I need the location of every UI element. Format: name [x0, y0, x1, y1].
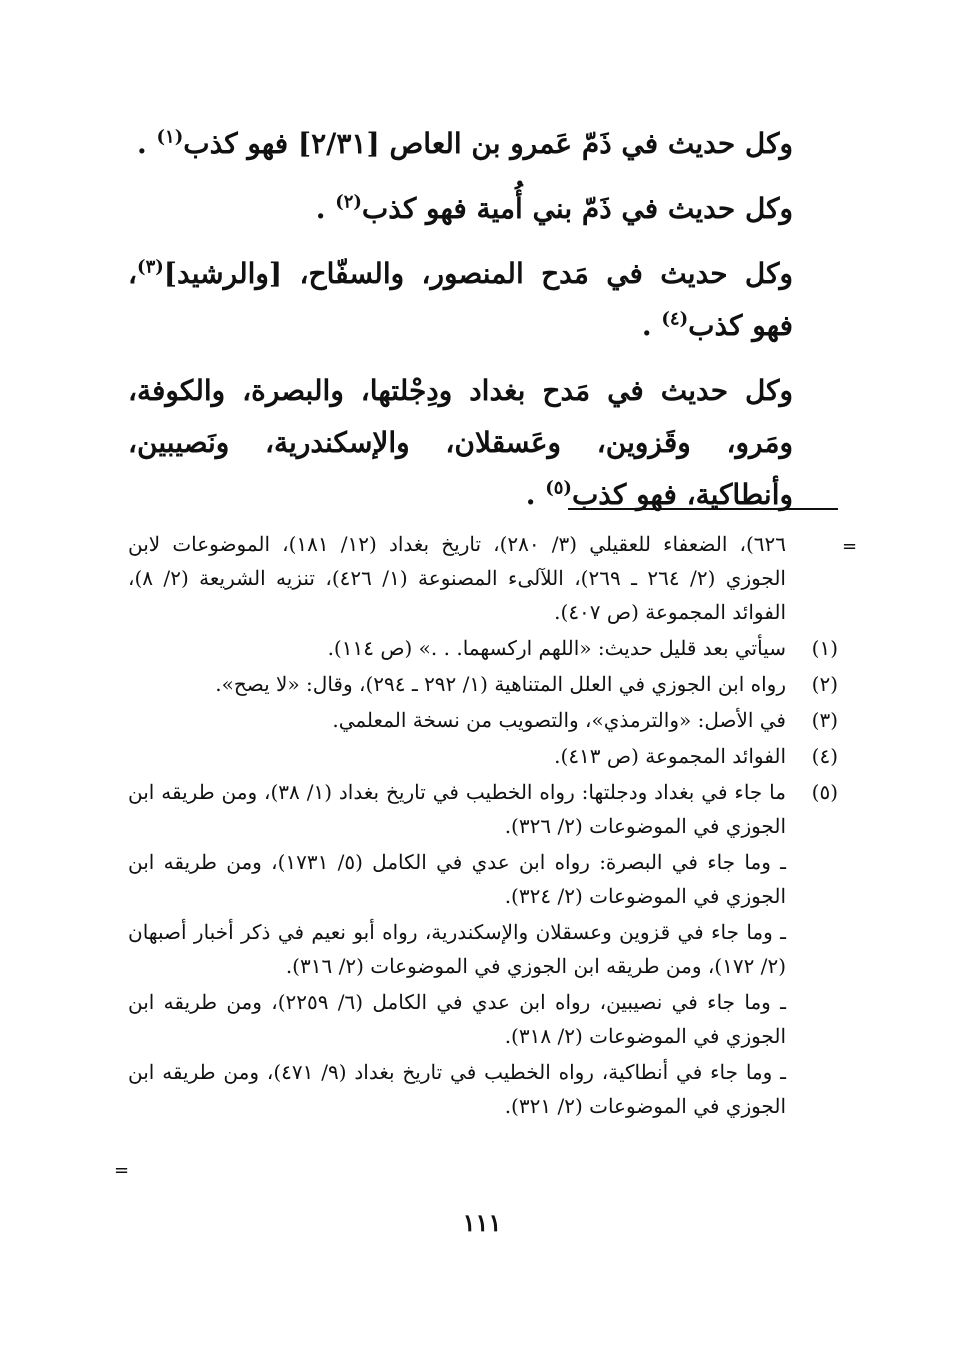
footnote-ref: (٣) — [137, 256, 164, 278]
paragraph-text: وكل حديث في ذَمّ عَمرو بن العاص [٢/٣١] فهو كذب — [183, 127, 793, 160]
footnote-5-antakya — [128, 1055, 838, 1123]
footnote-text: ـ وما جاء في أنطاكية، رواه الخطيب في تاريخ بغداد (٩/ ٤٧١)، ومن طريقه ابن الجوزي في الموضوعات (٢/ ٣٢١). — [128, 1060, 786, 1118]
footnote-text: ـ وما جاء في البصرة: رواه ابن عدي في الكامل (٥/ ١٧٣١)، ومن طريقه ابن الجوزي في الموضوعات (٢/ ٣٢٤). — [128, 850, 786, 908]
paragraph-amr-ibn-al-as — [128, 118, 793, 170]
paragraph-end: . — [315, 192, 336, 225]
footnote-text: رواه ابن الجوزي في العلل المتناهية (١/ ٢٩٢ ـ ٢٩٤)، وقال: «لا يصح». — [215, 672, 786, 696]
footnote-number: (٣) — [811, 708, 838, 732]
footnote-5-qazwin — [128, 915, 838, 983]
footnote-number: (٤) — [811, 744, 838, 768]
paragraph-mansur — [128, 248, 793, 352]
continues-marker: = — [114, 1160, 130, 1181]
footnote-ref: (٥) — [545, 477, 572, 499]
footnote-separator — [568, 508, 838, 510]
paragraph-text: وكل حديث في مَدح بغداد ودِجْلتها، والبصرة، والكوفة، ومَرو، وقَزوين، وعَسقلان، والإسكندرية، ونَصيبين، وأنطاكية، فهو كذب — [128, 374, 793, 511]
footnote-ref: (٢) — [335, 191, 362, 213]
footnote-5 — [128, 775, 838, 843]
footnote-text: سيأتي بعد قليل حديث: «اللهم اركسهما. . .» (ص ١١٤). — [327, 636, 786, 660]
footnote-5-nusaybin — [128, 985, 838, 1053]
main-text — [128, 118, 793, 534]
page-number: ١١١ — [462, 1208, 502, 1237]
paragraph-text: وكل حديث في مَدح المنصور، والسفّاح، [والرشيد] — [163, 257, 793, 290]
footnote-ref: (٤) — [661, 308, 689, 330]
footnote-ref: (١) — [156, 126, 184, 148]
footnote-text: ٦٢٦)، الضعفاء للعقيلي (٣/ ٢٨٠)، تاريخ بغداد (١٢/ ١٨١)، الموضوعات لابن الجوزي (٢/ ٢٦٤ ـ ٢٦٩)، اللآلىء المصنوعة (١/ ٤٢٦)، تنزيه الشريعة (٢/ ٨)، الفوائد المجموعة (ص ٤٠٧). — [128, 532, 787, 624]
paragraph-text-cont: ، فهو كذب — [128, 257, 793, 342]
footnote-number: (١) — [811, 636, 838, 660]
footnote-continued — [128, 527, 838, 629]
footnote-number: (٢) — [811, 672, 838, 696]
footnotes — [128, 527, 838, 1125]
footnote-text: ـ وما جاء في قزوين وعسقلان والإسكندرية، رواه أبو نعيم في ذكر أخبار أصبهان (٢/ ١٧٢)، ومن طريقه ابن الجوزي في الموضوعات (٢/ ٣١٦). — [128, 920, 786, 978]
footnote-1 — [128, 631, 838, 665]
footnote-text: ما جاء في بغداد ودجلتها: رواه الخطيب في تاريخ بغداد (١/ ٣٨)، ومن طريقه ابن الجوزي في الموضوعات (٢/ ٣٢٦). — [128, 780, 786, 838]
footnote-3 — [128, 703, 838, 737]
footnote-text: الفوائد المجموعة (ص ٤١٣). — [554, 744, 786, 768]
continued-marker: = — [842, 536, 858, 557]
footnote-number: (٥) — [811, 780, 838, 804]
footnote-5-basra — [128, 845, 838, 913]
paragraph-text: وكل حديث في ذَمّ بني أُمية فهو كذب — [361, 192, 793, 225]
footnote-text: ـ وما جاء في نصيبين، رواه ابن عدي في الكامل (٦/ ٢٢٥٩)، ومن طريقه ابن الجوزي في الموضوعات (٢/ ٣١٨). — [128, 990, 786, 1048]
paragraph-baghdad — [128, 365, 793, 521]
paragraph-end: . — [136, 127, 157, 160]
footnote-4 — [128, 739, 838, 773]
footnote-text: في الأصل: «والترمذي»، والتصويب من نسخة المعلمي. — [332, 708, 786, 732]
paragraph-end: . — [525, 478, 546, 511]
paragraph-bani-umayya — [128, 183, 793, 235]
paragraph-end: . — [641, 309, 662, 342]
footnote-2 — [128, 667, 838, 701]
